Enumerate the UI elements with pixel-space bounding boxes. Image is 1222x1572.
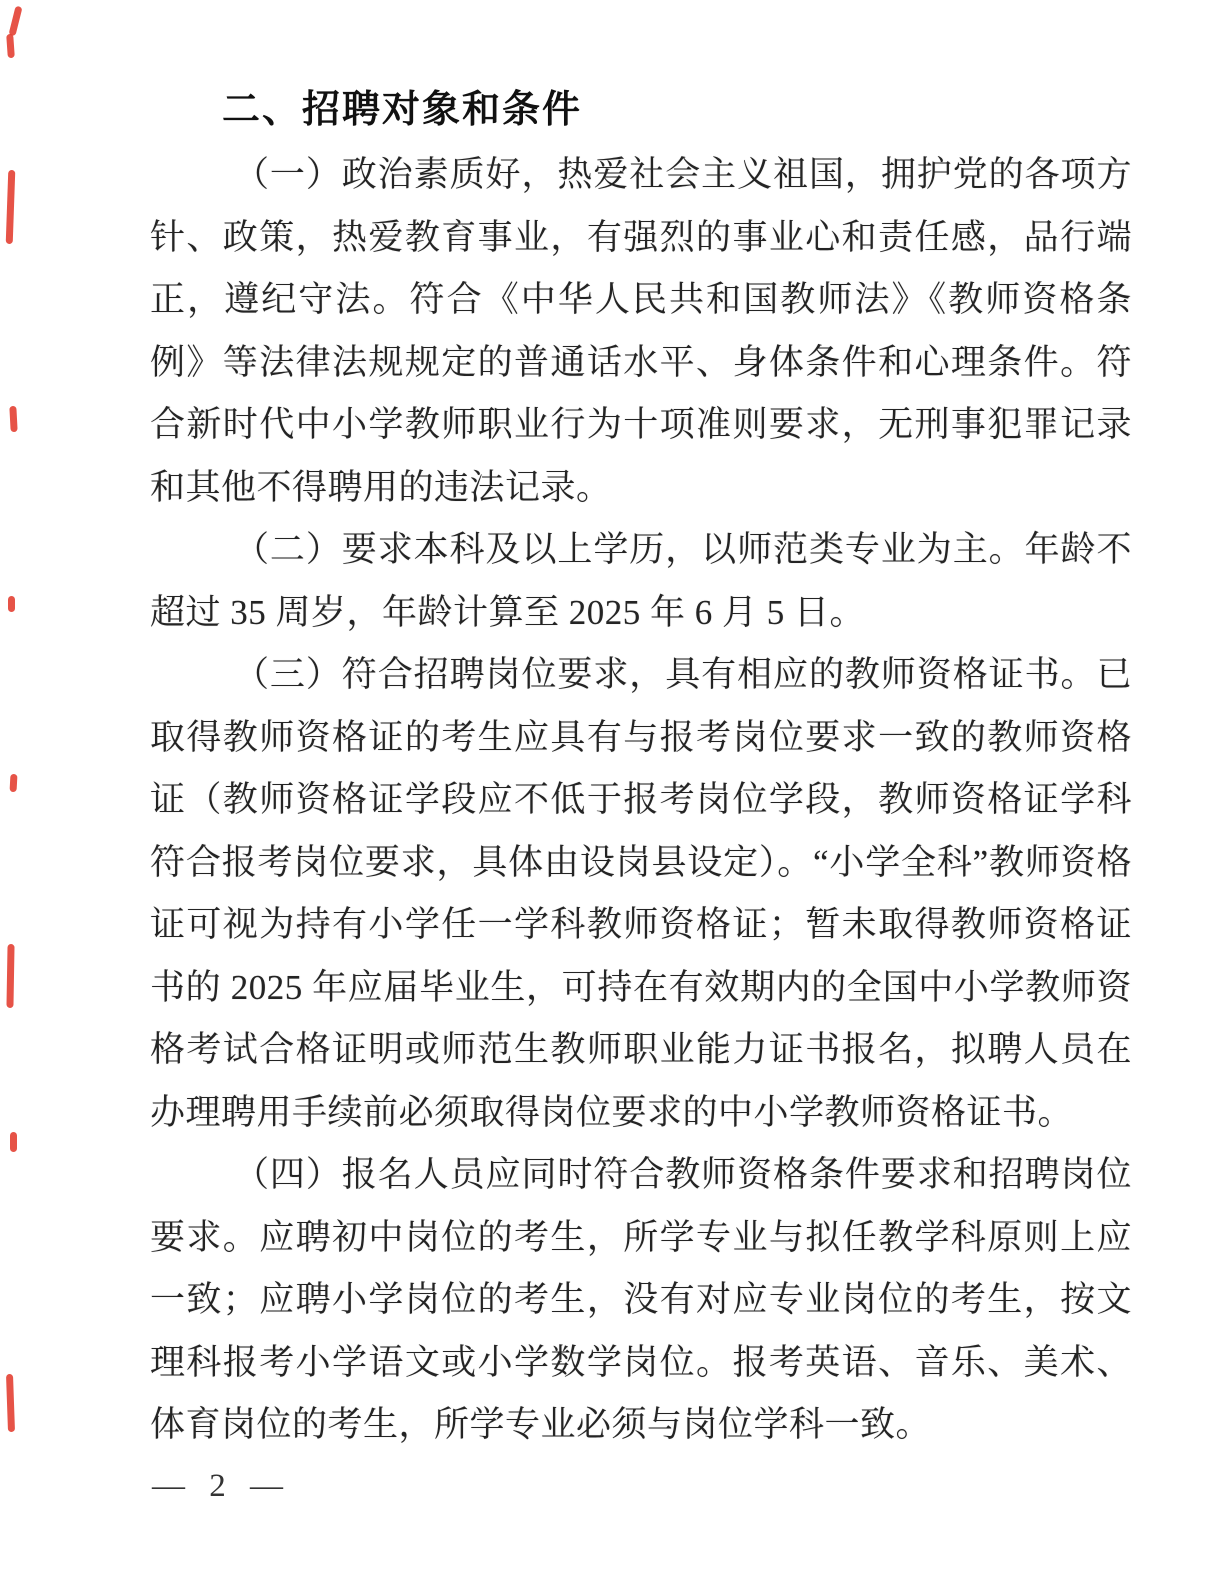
paragraph-item-1: （一）政治素质好，热爱社会主义祖国，拥护党的各项方针、政策，热爱教育事业，有强烈的事业心和责任感，品行端正，遵纪守法。符合《中华人民共和国教师法》《教师资格条例》等法律法规规定的普通话水平、身体条件和心理条件。符合新时代中小学教师职业行为十项准则要求，无刑事犯罪记录和其他不得聘用的违法记录。 — [150, 155, 1132, 507]
scan-artifact-red-mark — [9, 406, 17, 432]
paragraph-item-2: （二）要求本科及以上学历，以师范类专业为主。年龄不超过 35 周岁，年龄计算至 2025 年 6 月 5 日。 — [150, 530, 1132, 632]
document-body — [150, 78, 1132, 1457]
paragraph-item-3: （三）符合招聘岗位要求，具有相应的教师资格证书。已取得教师资格证的考生应具有与报考岗位要求一致的教师资格证（教师资格证学段应不低于报考岗位学段，教师资格证学科符合报考岗位要求，具体由设岗县设定）。“小学全科”教师资格证可视为持有小学任一学科教师资格证；暂未取得教师资格证书的 2025 年应届毕业生，可持在有效期内的全国中小学教师资格考试合格证明或师范生教师职业能力证书报名，拟聘人员在办理聘用手续前必须取得岗位要求的中小学教师资格证书。 — [150, 655, 1132, 1132]
scan-artifact-red-mark — [6, 34, 15, 58]
scan-artifact-red-mark — [6, 170, 16, 244]
scan-artifact-red-mark — [8, 6, 22, 37]
scan-artifact-red-mark — [6, 1374, 15, 1432]
scan-artifact-red-mark — [10, 1132, 17, 1152]
paragraph-item-4: （四）报名人员应同时符合教师资格条件要求和招聘岗位要求。应聘初中岗位的考生，所学专业与拟任教学科原则上应一致；应聘小学岗位的考生，没有对应专业岗位的考生，按文理科报考小学语文或小学数学岗位。报考英语、音乐、美术、体育岗位的考生，所学专业必须与岗位学科一致。 — [150, 1155, 1132, 1444]
scan-artifact-red-mark — [10, 774, 18, 792]
scan-artifact-red-mark — [6, 944, 14, 1008]
page-number: — 2 — — [152, 1468, 291, 1504]
section-heading: 二、招聘对象和条件 — [222, 89, 583, 131]
scan-artifact-red-mark — [8, 596, 15, 612]
